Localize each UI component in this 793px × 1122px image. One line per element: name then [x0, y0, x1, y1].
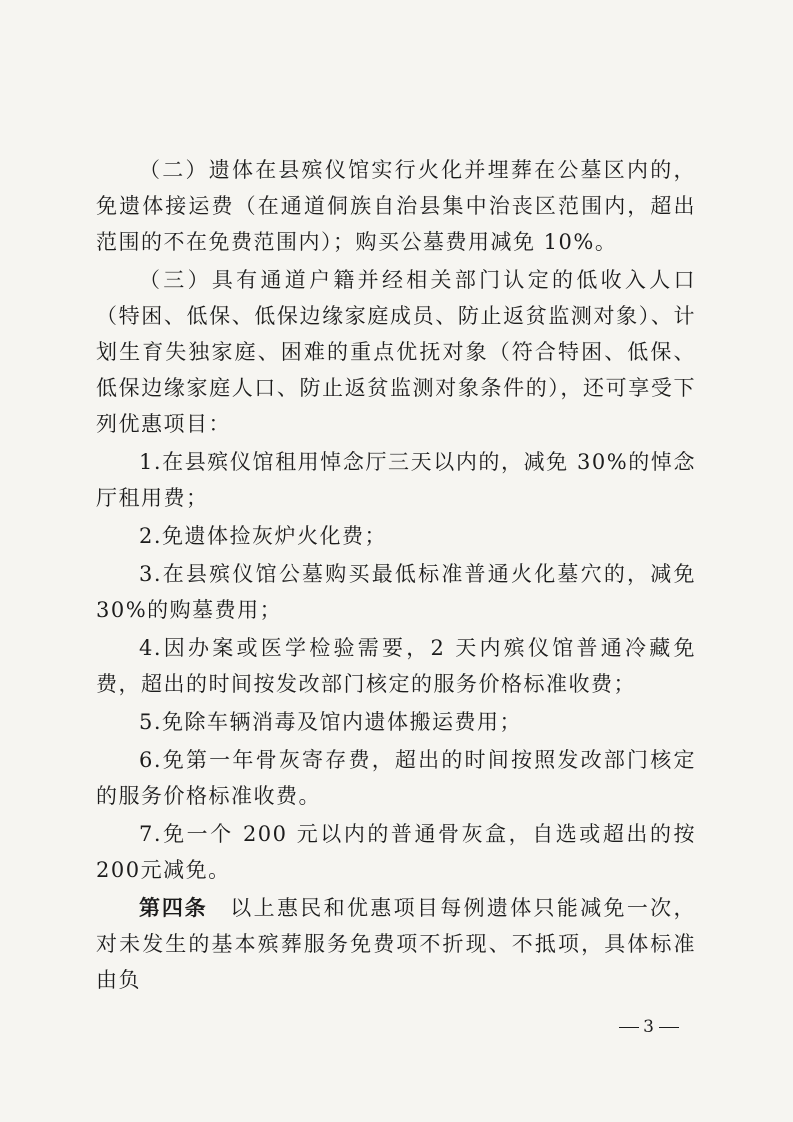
- page-number: [615, 1017, 683, 1037]
- list-item-7: 7.免一个 200 元以内的普通骨灰盒，自选或超出的按 200元减免。: [96, 822, 696, 882]
- list-item-2: 2.免遗体捡灰炉火化费；: [139, 524, 388, 548]
- document-body: [96, 152, 696, 998]
- page-number-value: 3: [643, 1017, 655, 1037]
- list-item-6: 6.免第一年骨灰寄存费，超出的时间按照发改部门核定的服务价格标准收费。: [96, 748, 696, 808]
- paragraph-item-2: （二）遗体在县殡仪馆实行火化并埋葬在公墓区内的，免遗体接运费（在通道侗族自治县集中治丧区范围内，超出范围的不在免费范围内）；购买公墓费用减免 10%。: [96, 158, 696, 254]
- article-4-heading: 第四条: [139, 896, 208, 920]
- list-item-3: 3.在县殡仪馆公墓购买最低标准普通火化墓穴的，减免 30%的购墓费用；: [96, 562, 696, 622]
- paragraph-item-3: （三）具有通道户籍并经相关部门认定的低收入人口（特困、低保、低保边缘家庭成员、防止返贫监测对象）、计划生育失独家庭、困难的重点优抚对象（符合特困、低保、低保边缘家庭人口、防止返贫监测对象条件的），还可享受下列优惠项目：: [96, 268, 696, 436]
- dash-right: [659, 1027, 679, 1028]
- list-item-4: 4.因办案或医学检验需要，2 天内殡仪馆普通冷藏免费，超出的时间按发改部门核定的服务价格标准收费；: [96, 636, 696, 696]
- article-4-paragraph: [96, 890, 696, 998]
- list-item-1: 1.在县殡仪馆租用悼念厅三天以内的，减免 30%的悼念厅租用费；: [96, 450, 696, 510]
- dash-left: [619, 1027, 639, 1028]
- list-item-5: 5.免除车辆消毒及馆内遗体搬运费用；: [139, 710, 523, 734]
- article-4-text: 以上惠民和优惠项目每例遗体只能减免一次，对未发生的基本殡葬服务免费项不折现、不抵项，具体标准由负: [96, 896, 697, 992]
